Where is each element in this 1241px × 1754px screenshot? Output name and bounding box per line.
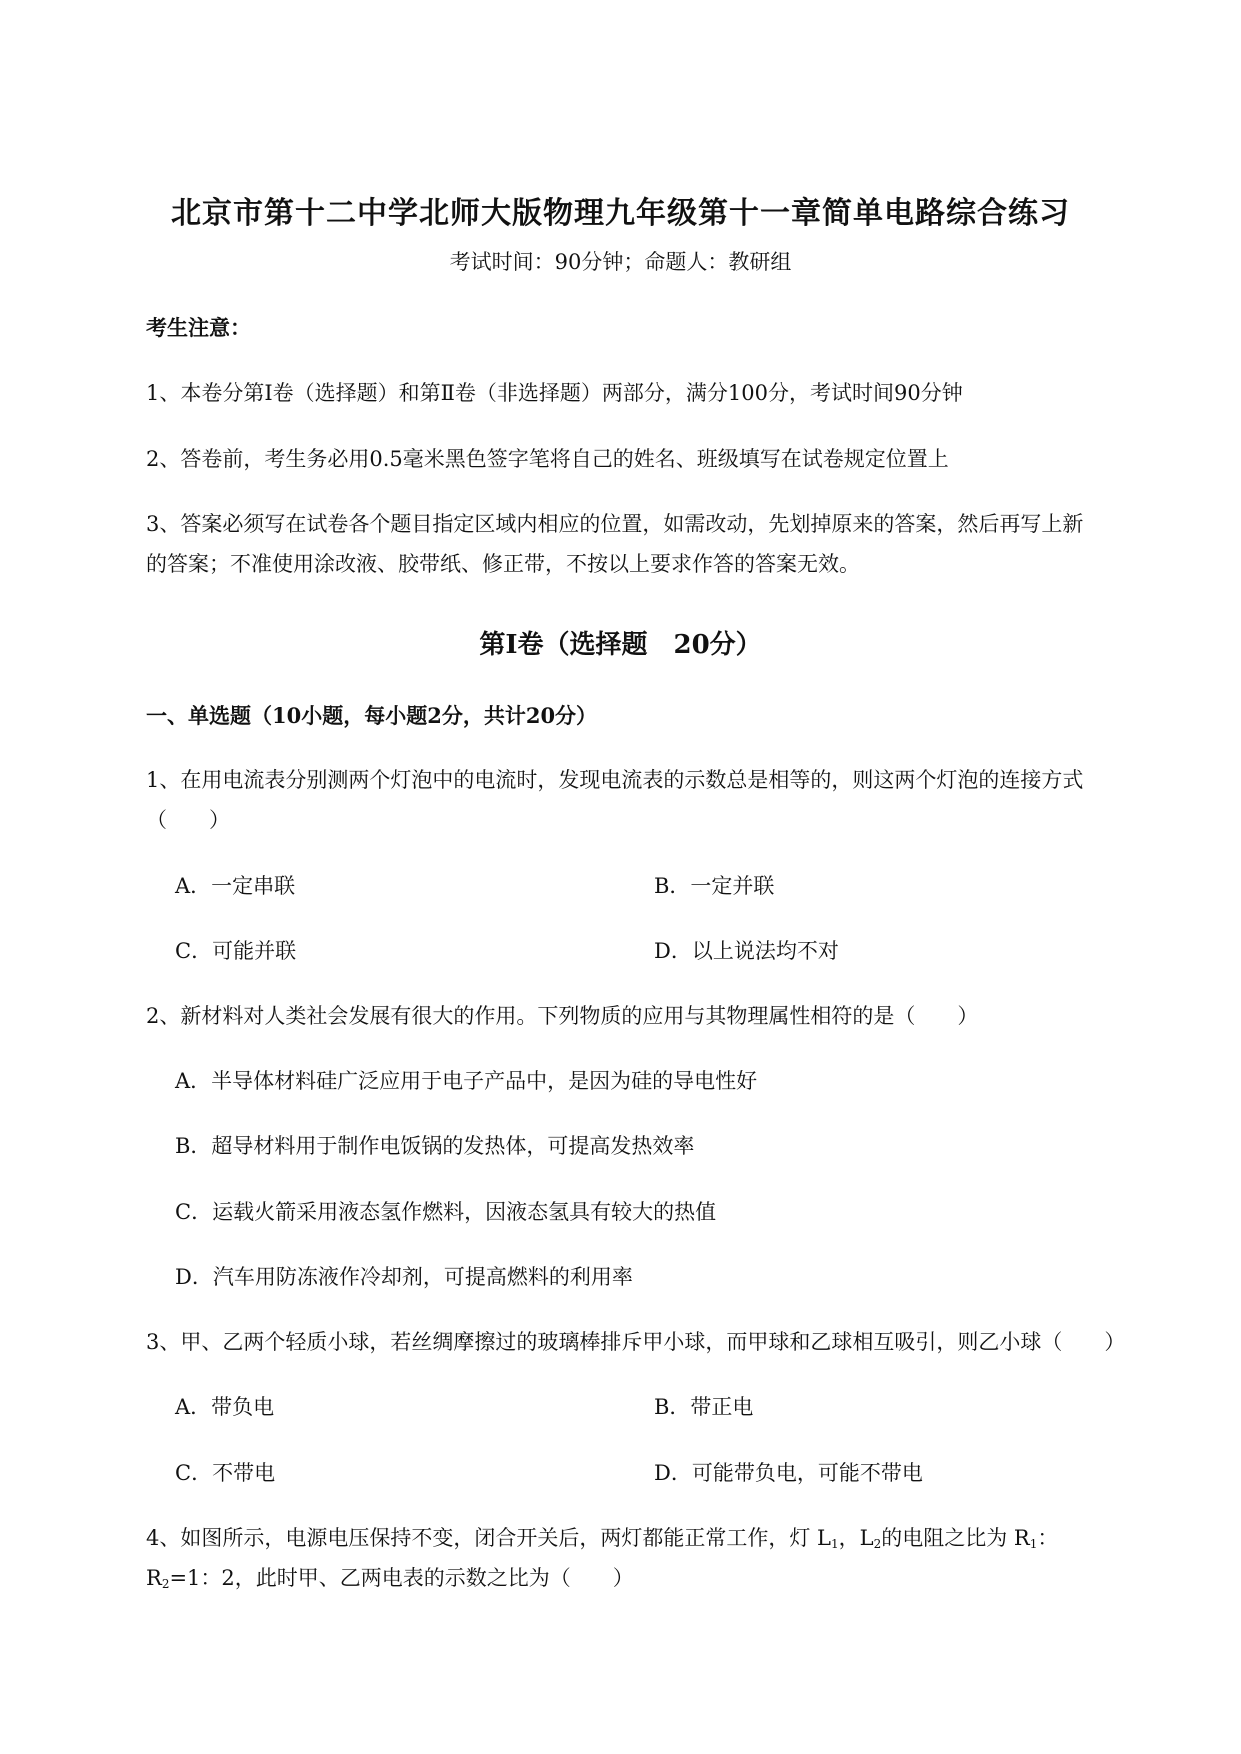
notice-item-1: 1、本卷分第Ⅰ卷（选择题）和第Ⅱ卷（非选择题）两部分，满分100分，考试时间90分钟 [146, 381, 963, 405]
q4-text-5: R [146, 1566, 162, 1590]
q2-option-b: B．超导材料用于制作电饭锅的发热体，可提高发热效率 [175, 1134, 695, 1158]
q4-sub-1: 1 [830, 1537, 839, 1551]
q1-option-b: B．一定并联 [654, 874, 775, 898]
question-3-stem: 3、甲、乙两个轻质小球，若丝绸摩擦过的玻璃棒排斥甲小球，而甲球和乙球相互吸引，则乙小球（ ） [146, 1330, 1126, 1354]
question-4-stem [146, 1522, 1058, 1552]
q2-option-d: D．汽车用防冻液作冷却剂，可提高燃料的利用率 [175, 1265, 633, 1289]
section-title: 第Ⅰ卷（选择题 20分） [479, 630, 762, 660]
notice-heading: 考生注意： [146, 315, 251, 340]
q1-option-c: C．可能并联 [175, 939, 297, 963]
q4-text-4: ： [1037, 1526, 1059, 1550]
q4-text-3: 的电阻之比为 R [881, 1526, 1030, 1550]
q4-text-6: =1：2，此时甲、乙两电表的示数之比为（ ） [169, 1566, 634, 1590]
page-title: 北京市第十二中学北师大版物理九年级第十一章简单电路综合练习 [171, 196, 1070, 231]
question-1-stem: 1、在用电流表分别测两个灯泡中的电流时，发现电流表的示数总是相等的，则这两个灯泡的连接方式 [146, 768, 1084, 792]
q2-option-a: A．半导体材料硅广泛应用于电子产品中，是因为硅的导电性好 [175, 1069, 758, 1093]
q3-option-b: B．带正电 [654, 1395, 754, 1419]
q3-option-d: D．可能带负电，可能不带电 [654, 1461, 923, 1485]
q3-option-a: A．带负电 [175, 1395, 275, 1419]
notice-item-3: 3、答案必须写在试卷各个题目指定区域内相应的位置，如需改动，先划掉原来的答案，然后再写上新 [146, 512, 1084, 536]
q4-sub-3: 1 [1029, 1537, 1038, 1551]
q4-text-2: ，L [838, 1526, 874, 1550]
q4-text-1: 4、如图所示，电源电压保持不变，闭合开关后，两灯都能正常工作，灯 L [146, 1526, 831, 1550]
notice-item-3-cont: 的答案；不准使用涂改液、胶带纸、修正带，不按以上要求作答的答案无效。 [146, 552, 860, 576]
q4-sub-4: 2 [161, 1577, 170, 1591]
notice-item-2: 2、答卷前，考生务必用0.5毫米黑色签字笔将自己的姓名、班级填写在试卷规定位置上 [146, 447, 949, 471]
question-4-stem-cont [146, 1562, 634, 1592]
exam-info: 考试时间：90分钟；命题人：教研组 [449, 250, 792, 274]
q1-option-d: D．以上说法均不对 [654, 939, 839, 963]
question-1-blank: （ ） [146, 808, 230, 832]
q2-option-c: C．运载火箭采用液态氢作燃料，因液态氢具有较大的热值 [175, 1200, 717, 1224]
q4-sub-2: 2 [873, 1537, 882, 1551]
q1-option-a: A．一定串联 [175, 874, 296, 898]
part-heading: 一、单选题（10小题，每小题2分，共计20分） [146, 703, 598, 728]
q3-option-c: C．不带电 [175, 1461, 276, 1485]
question-2-stem: 2、新材料对人类社会发展有很大的作用。下列物质的应用与其物理属性相符的是（ ） [146, 1004, 979, 1028]
